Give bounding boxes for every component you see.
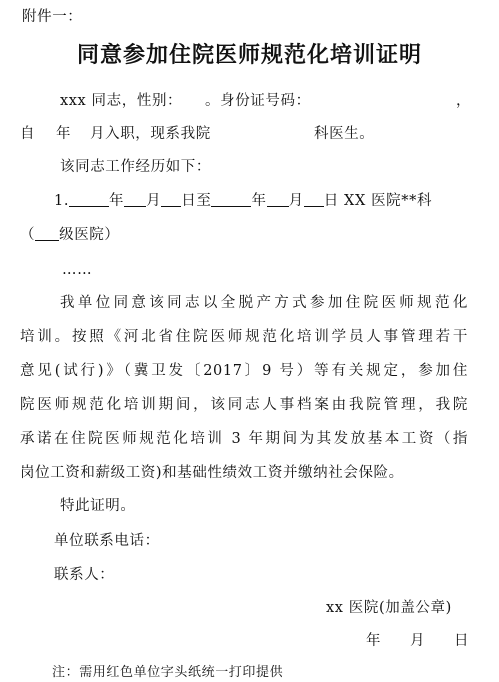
name-gender-text: xxx 同志，性别：	[60, 93, 183, 109]
ellipsis: ……	[62, 262, 93, 278]
hospital-department: XX 医院**科	[344, 193, 433, 209]
level-open-paren: （	[20, 227, 36, 243]
month-unit: 月	[146, 193, 162, 209]
item-number: 1.	[54, 193, 70, 209]
day-unit: 日	[323, 193, 339, 209]
hospital-level-line	[20, 226, 120, 244]
date-day: 日	[454, 633, 470, 649]
end-year-blank	[211, 192, 251, 207]
paragraph-line: 岗位工资和薪级工资)和基础性绩效工资并缴纳社会保险。	[20, 465, 404, 481]
paragraph-line: 培训。按照《河北省住院医师规范化培训学员人事管理若干	[20, 329, 468, 345]
hospital-seal-line: xx 医院(加盖公章)	[326, 600, 452, 616]
end-month-blank	[267, 192, 289, 207]
footnote: 注：需用红色单位字头纸统一打印提供	[52, 665, 284, 680]
month-unit: 月	[288, 193, 304, 209]
day-to-unit: 日至	[181, 193, 212, 209]
year-unit: 年	[251, 193, 267, 209]
paragraph-line: 我单位同意该同志以全脱产方式参加住院医师规范化	[60, 295, 468, 311]
hospital-level-blank	[35, 226, 59, 241]
date-month: 月	[410, 633, 426, 649]
annex-label: 附件一：	[22, 9, 83, 25]
work-history-intro: 该同志工作经历如下：	[60, 159, 211, 175]
contact-person-label: 联系人：	[54, 567, 115, 583]
start-year-blank	[69, 192, 109, 207]
start-month-blank	[124, 192, 146, 207]
start-day-blank	[161, 192, 181, 207]
year-unit: 年	[109, 193, 125, 209]
year-label: 年	[56, 126, 72, 142]
paragraph-line: 意见(试行)》（冀卫发〔2017〕9 号）等有关规定，参加住	[20, 363, 468, 379]
paragraph-line: 承诺在住院医师规范化培训 3 年期间为其发放基本工资（指	[20, 431, 468, 447]
department-doctor-text: 科医生。	[314, 126, 375, 142]
join-department-text: 月入职，现系我院	[90, 126, 211, 142]
document-title: 同意参加住院医师规范化培训证明	[76, 43, 422, 68]
from-label: 自	[20, 126, 36, 142]
end-day-blank	[304, 192, 324, 207]
paragraph-line: 院医师规范化培训期间，该同志人事档案由我院管理，我院	[20, 397, 468, 413]
date-year: 年	[366, 633, 382, 649]
unit-phone-label: 单位联系电话：	[54, 533, 160, 549]
level-hospital-text: 级医院）	[59, 227, 120, 243]
certify-text: 特此证明。	[60, 498, 136, 514]
id-number-label: 。身份证号码：	[205, 93, 311, 109]
line1-comma: ，	[456, 93, 472, 109]
history-item-1	[54, 192, 432, 210]
